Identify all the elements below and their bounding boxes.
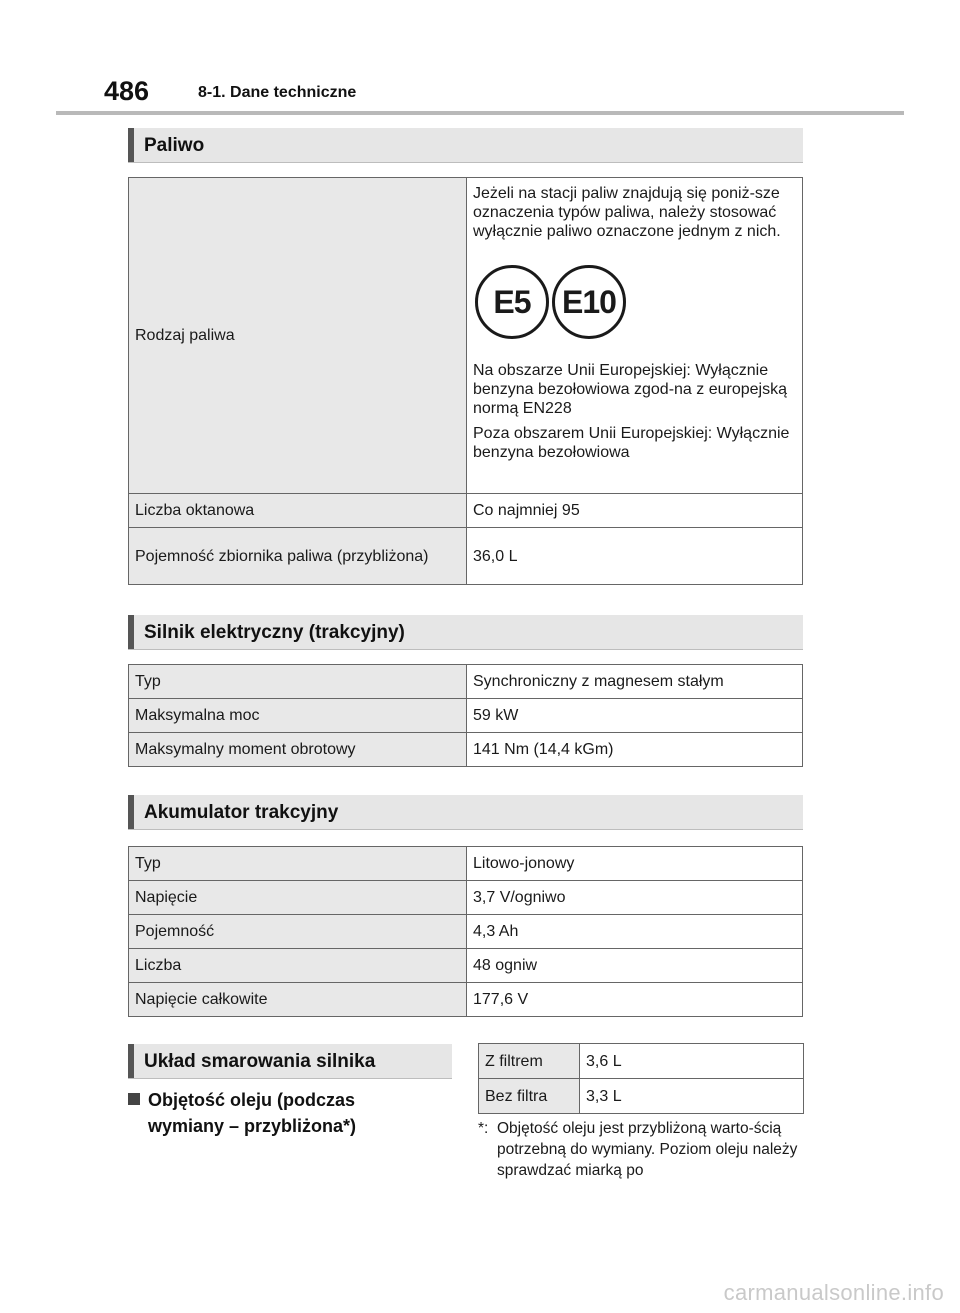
motor-table <box>128 664 803 767</box>
row-label: Typ <box>129 665 467 699</box>
oil-volume-heading-line2: wymiany – przybliżona*) <box>148 1116 357 1136</box>
row-value: 3,3 L <box>580 1079 804 1114</box>
row-label: Napięcie całkowite <box>129 983 467 1017</box>
header-divider <box>56 111 904 115</box>
row-value: Synchroniczny z magnesem stałym <box>467 665 803 699</box>
table-row <box>129 528 803 585</box>
section-header-battery <box>128 795 803 830</box>
row-label: Maksymalny moment obrotowy <box>129 733 467 767</box>
table-row <box>129 699 803 733</box>
section-header-fuel <box>128 128 803 163</box>
row-value: 59 kW <box>467 699 803 733</box>
table-row <box>479 1044 804 1079</box>
table-row <box>129 494 803 528</box>
row-label: Liczba <box>129 949 467 983</box>
footnote-mark: *: <box>478 1120 489 1137</box>
eu-fuel-text: Na obszarze Unii Europejskiej: Wyłącznie benzyna bezołowiowa zgod-na z europejską normą EN228 <box>473 362 787 417</box>
row-value: Litowo-jonowy <box>467 847 803 881</box>
row-value: 36,0 L <box>467 528 803 585</box>
table-row <box>129 665 803 699</box>
e10-fuel-label-icon: E10 <box>552 265 626 339</box>
oil-volume-heading-line1: Objętość oleju (podczas <box>148 1090 356 1110</box>
square-bullet-icon <box>128 1093 140 1105</box>
non-eu-fuel-text: Poza obszarem Unii Europejskiej: Wyłącznie benzyna bezołowiowa <box>473 425 790 461</box>
fuel-badges <box>475 265 796 339</box>
fuel-type-value <box>467 178 803 494</box>
row-label: Typ <box>129 847 467 881</box>
row-value: 3,7 V/ogniwo <box>467 881 803 915</box>
row-value: 48 ogniw <box>467 949 803 983</box>
section-title: Układ smarowania silnika <box>144 1051 376 1072</box>
row-value: 3,6 L <box>580 1044 804 1079</box>
row-value: 141 Nm (14,4 kGm) <box>467 733 803 767</box>
row-value: 4,3 Ah <box>467 915 803 949</box>
oil-table <box>478 1043 804 1114</box>
section-header-motor <box>128 615 803 650</box>
section-title: Akumulator trakcyjny <box>144 802 339 823</box>
watermark: carmanualsonline.info <box>723 1280 944 1305</box>
fuel-type-label: Rodzaj paliwa <box>129 178 467 494</box>
fuel-table <box>128 177 803 585</box>
footnote-text: Objętość oleju jest przybliżoną warto-ścią potrzebną do wymiany. Poziom oleju należy sprawdzać miarką po <box>497 1120 798 1179</box>
row-label: Pojemność <box>129 915 467 949</box>
e5-fuel-label-icon: E5 <box>475 265 549 339</box>
oil-footnote <box>478 1118 804 1181</box>
row-label: Pojemność zbiornika paliwa (przybliżona) <box>129 528 467 585</box>
row-label: Z filtrem <box>479 1044 580 1079</box>
row-value: Co najmniej 95 <box>467 494 803 528</box>
row-label: Liczba oktanowa <box>129 494 467 528</box>
row-value: 177,6 V <box>467 983 803 1017</box>
chapter-title: 8-1. Dane techniczne <box>198 84 357 101</box>
fuel-intro-text: Jeżeli na stacji paliw znajdują się poniż-sze oznaczenia typów paliwa, należy stosować wyłącznie paliwo oznaczone jednym z nich. <box>473 185 781 240</box>
table-row <box>479 1079 804 1114</box>
row-label: Napięcie <box>129 881 467 915</box>
table-row <box>129 915 803 949</box>
battery-table <box>128 846 803 1017</box>
table-row <box>129 178 803 494</box>
row-label: Bez filtra <box>479 1079 580 1114</box>
table-row <box>129 949 803 983</box>
row-label: Maksymalna moc <box>129 699 467 733</box>
table-row <box>129 983 803 1017</box>
section-header-lubrication <box>128 1044 452 1079</box>
section-title: Paliwo <box>144 135 205 156</box>
table-row <box>129 881 803 915</box>
table-row <box>129 847 803 881</box>
page-number: 486 <box>104 76 150 106</box>
section-title: Silnik elektryczny (trakcyjny) <box>144 622 405 643</box>
table-row <box>129 733 803 767</box>
